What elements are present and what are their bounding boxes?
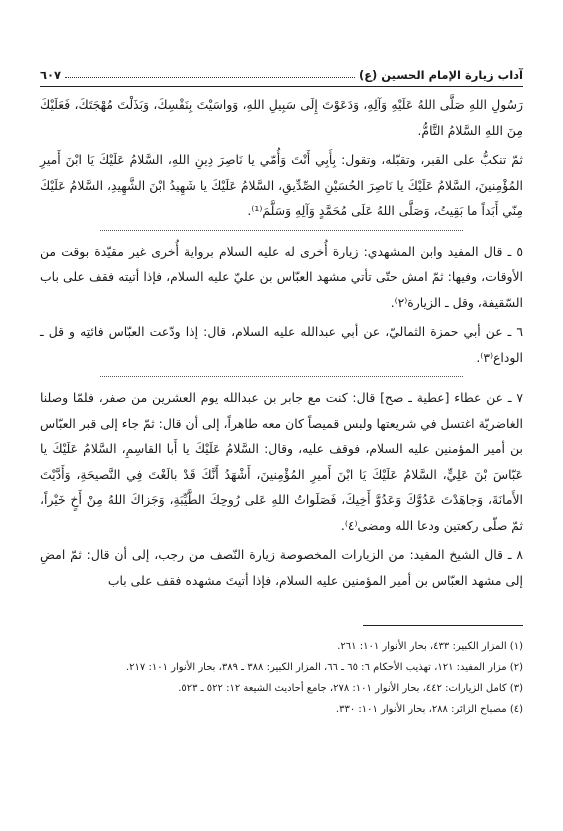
footnote-2: (٢) مزار المفيد: ١٢١، تهذيب الأحكام ٦: ٦٥ ـ ٦٦، المزار الكبير: ٣٨٨ ـ ٣٨٩، بحار الأنوار ١٠١: ٢١٧. (125, 662, 523, 673)
section-separator (100, 230, 463, 231)
header-dotted-leader (65, 77, 355, 78)
footnote-rule (363, 625, 523, 626)
header-title: آداب زيارة الإمام الحسين (ع) (358, 68, 523, 82)
paragraph-1: رَسُولِ اللهِ صَلَّى اللهُ عَلَيْهِ وَآلِهِ، وَدَعَوْتَ إِلَى سَبِيلِ اللهِ، وَواسَيْتَ بِنَفْسِكَ، وَبَذَلْتَ مُهْجَتَكَ، فَعَلَيْكَ مِنَ اللهِ السَّلامُ التَّامُّ. (40, 97, 523, 138)
section-separator (100, 376, 463, 377)
paragraph-2: ثمّ تنكبُّ على القبر، وتقبّله، وتقول: بِأَبِي أَنْتَ وَأُمّي يا نَاصِرَ دِينِ اللهِ، السَّلامُ عَلَيْكَ يَا ابْنَ أَميرِ المُؤْمِنينَ، السَّلامُ عَلَيْكَ يا نَاصِرَ الحُسَيْنِ الصِّدِّيقِ، السَّلامُ عَلَيْكَ يا شَهِيدُ ابْنَ الشَّهِيدِ، السَّلامُ عَلَيْكَ مِنّي أَبَداً ما بَقِيتُ، وَصَلَّى اللهُ عَلَى مُحَمَّدٍ وَآلِهِ وَسَلَّمَ⁽¹⁾. (40, 152, 523, 218)
main-text (40, 92, 523, 597)
page-number: ٦٠٧ (40, 68, 62, 82)
footnote-1: (١) المزار الكبير: ٤٣٣، بحار الأنوار ١٠١: ٢٦١. (337, 641, 523, 652)
paragraph-6: ٨ ـ قال الشيخ المفيد: من الزيارات المخصوصة زيارة النّصف من رجب، إلى أن قال: ثمّ امضِ إلى مشهد العبّاس بن أمير المؤمنين عليه السلام، فإذا أتيتَ مشهده فقف على باب (40, 547, 523, 588)
header-rule (40, 86, 523, 87)
paragraph-4: ٦ ـ عن أبي حمزة الثماليّ، عن أبي عبدالله عليه السلام، قال: إذا ودّعت العبّاس فائتِه و قل ـ الوداع⁽٣⁾. (40, 324, 523, 365)
running-header (40, 64, 523, 82)
paragraph-3: ٥ ـ قال المفيد وابن المشهدي: زيارة أُخرى له عليه السلام برواية أُخرى غير مقيّدة بوقت من الأوقات، وفيها: ثمّ امش حتّى تأتي مشهد العبّاس بن عليّ عليه السلام، فإذا أتيته فقف على باب السّقيفة، وقل ـ الزيارة⁽٢⁾. (40, 243, 523, 310)
paragraph-5: ٧ ـ عن عطاء [عطية ـ صح] قال: كنت مع جابر بن عبدالله يوم العشرين من صفر، فلمّا وصلنا الغاضريّة اغتسل في شريعتها ولبس قميصاً كان معه طاهراً، إلى أن قال: ثمّ جاء إلى قبر العبّاس بن أمير المؤمنين عليه السلام، فوقف عليه، وقال: السَّلامُ عَلَيْكَ يا أَبا القاسِمِ، السَّلامُ عَلَيْكَ يا عَبّاسَ بْنَ عَلِيٍّ، السَّلامُ عَلَيْكَ يَا ابْنَ أَميرِ المُؤْمِنينَ، أَشْهَدُ أَنَّكَ قَدْ بالَغْتَ فِي النَّصيحَةِ، وَأَدَّيْتَ الأَمانَةَ، وَجاهَدْتَ عَدُوَّكَ وَعَدُوَّ أَخِيكَ، فَصَلَواتُ اللهِ عَلى رُوحِكَ الطَّيِّبَةِ، وَجَزاكَ اللهُ مِنْ أَخٍ خَيْراً، ثمّ صلّى ركعتين ودعا الله ومضى⁽٤⁾. (40, 390, 523, 533)
footnote-4: (٤) مصباح الزائر: ٢٨٨، بحار الأنوار ١٠١: ٣٣٠. (335, 704, 523, 715)
footnotes (40, 636, 523, 720)
footnote-3: (٣) كامل الزيارات: ٤٤٢، بحار الأنوار ١٠١: ٢٧٨، جامع أحاديث الشيعة ١٢: ٥٢٢ ـ ٥٢٣. (178, 683, 523, 694)
